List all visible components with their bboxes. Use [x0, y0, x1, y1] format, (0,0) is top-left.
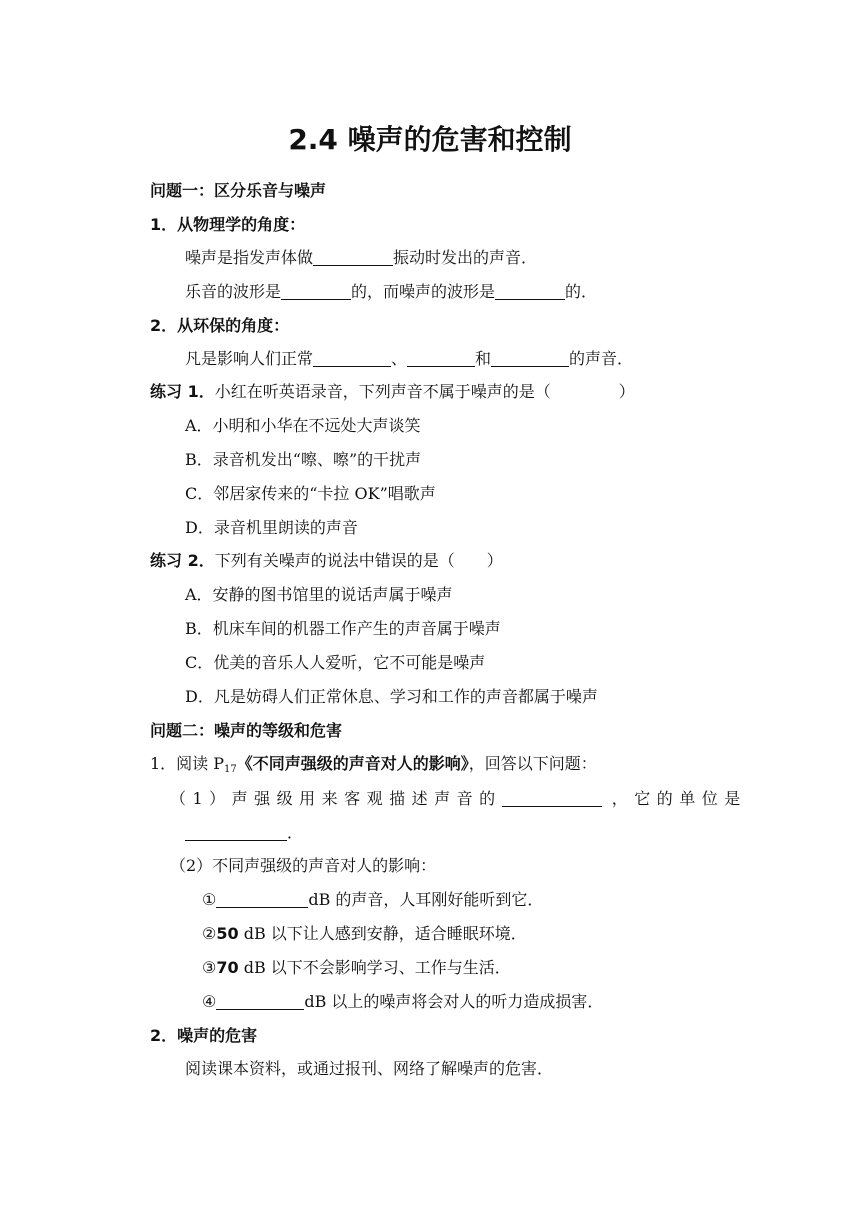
- page-title: 2.4 噪声的危害和控制: [288, 123, 572, 156]
- q2-point2-text: 阅读课本资料，或通过报刊、网络了解噪声的危害．: [185, 1059, 554, 1078]
- fill-in-blank[interactable]: [216, 993, 304, 1010]
- fill-in-blank[interactable]: [502, 790, 602, 807]
- q1-point2-line: [185, 348, 633, 370]
- book-section-title: 《不同声强级的声音对人的影响》: [236, 754, 469, 773]
- decibel-value: 50: [216, 924, 239, 943]
- fill-in-blank[interactable]: [313, 249, 393, 266]
- text: 的．: [565, 282, 598, 301]
- decibel-value: 70: [216, 958, 239, 977]
- q2-subquestion-1-cont: [185, 822, 303, 844]
- circled-number: ③: [202, 958, 217, 977]
- text: 和: [475, 349, 492, 368]
- close-paren: ）: [618, 382, 635, 401]
- text: 凡是影响人们正常: [185, 349, 314, 368]
- q2-item-4: [202, 991, 603, 1013]
- question-text: 下列有关噪声的说法中错误的是（: [214, 551, 455, 570]
- exercise-label: 练习 1．: [150, 382, 215, 401]
- text: dB 以下不会影响学习、工作与生活．: [238, 958, 511, 977]
- fill-in-blank[interactable]: [491, 350, 569, 367]
- q2-point2-label: 2．噪声的危害: [150, 1026, 258, 1045]
- q2-item-2: [202, 923, 527, 945]
- page-number-subscript: 17: [224, 764, 237, 775]
- exercise-2-option-d[interactable]: D．凡是妨碍人们正常休息、学习和工作的声音都属于噪声: [185, 687, 598, 706]
- text: ，它的单位是: [611, 789, 747, 808]
- section-heading-q2: 问题二：噪声的等级和危害: [150, 721, 343, 740]
- text: 的声音．: [569, 349, 634, 368]
- fill-in-blank[interactable]: [407, 350, 475, 367]
- circled-number: ①: [202, 890, 217, 909]
- close-paren: ）: [486, 551, 503, 570]
- exercise-2-question: [150, 550, 503, 572]
- fill-in-blank[interactable]: [281, 283, 351, 300]
- text: 、: [391, 349, 408, 368]
- exercise-1-question: [150, 381, 635, 403]
- circled-number: ④: [202, 992, 217, 1011]
- text: 乐音的波形是: [185, 282, 282, 301]
- exercise-1-option-a[interactable]: A．小明和小华在不远处大声谈笑: [185, 416, 421, 435]
- exercise-2-option-b[interactable]: B．机床车间的机器工作产生的声音属于噪声: [185, 619, 501, 638]
- text: 的，而噪声的波形是: [351, 282, 496, 301]
- fill-in-blank[interactable]: [216, 891, 308, 908]
- text: ．: [287, 823, 304, 842]
- q2-reading-instruction: [150, 753, 597, 781]
- fill-in-blank[interactable]: [495, 283, 565, 300]
- question-text: 小红在听英语录音，下列声音不属于噪声的是（: [214, 382, 551, 401]
- circled-number: ②: [202, 924, 217, 943]
- text: dB 的声音，人耳刚好能听到它．: [308, 890, 544, 909]
- exercise-2-option-a[interactable]: A．安静的图书馆里的说话声属于噪声: [185, 585, 453, 604]
- text: 1．阅读 P: [150, 754, 225, 773]
- exercise-1-option-b[interactable]: B．录音机发出“嚓、嚓”的干扰声: [185, 450, 422, 469]
- text: 振动时发出的声音．: [393, 248, 538, 267]
- fill-in-blank[interactable]: [185, 824, 287, 841]
- text: dB 以上的噪声将会对人的听力造成损害．: [304, 992, 604, 1011]
- q2-item-1: [202, 889, 543, 911]
- q1-point1-line2: [185, 281, 597, 303]
- exercise-2-option-c[interactable]: C．优美的音乐人人爱听，它不可能是噪声: [185, 653, 486, 672]
- q1-point1-line1: [185, 247, 537, 269]
- q2-subquestion-2: （2）不同声强级的声音对人的影响：: [170, 856, 437, 875]
- q2-item-3: [202, 957, 511, 979]
- q1-point1-label: 1．从物理学的角度：: [150, 215, 306, 234]
- text: （1）声强级用来客观描述声音的: [170, 789, 502, 808]
- text: ，回答以下问题：: [468, 754, 597, 773]
- q1-point2-label: 2．从环保的角度：: [150, 316, 290, 335]
- exercise-label: 练习 2．: [150, 551, 215, 570]
- exercise-1-option-d[interactable]: D．录音机里朗读的声音: [185, 518, 358, 537]
- q2-subquestion-1: [170, 788, 747, 810]
- section-heading-q1: 问题一：区分乐音与噪声: [150, 181, 327, 200]
- text: 噪声是指发声体做: [185, 248, 314, 267]
- exercise-1-option-c[interactable]: C．邻居家传来的“卡拉 OK”唱歌声: [185, 484, 436, 503]
- fill-in-blank[interactable]: [313, 350, 391, 367]
- text: dB 以下让人感到安静，适合睡眠环境．: [238, 924, 527, 943]
